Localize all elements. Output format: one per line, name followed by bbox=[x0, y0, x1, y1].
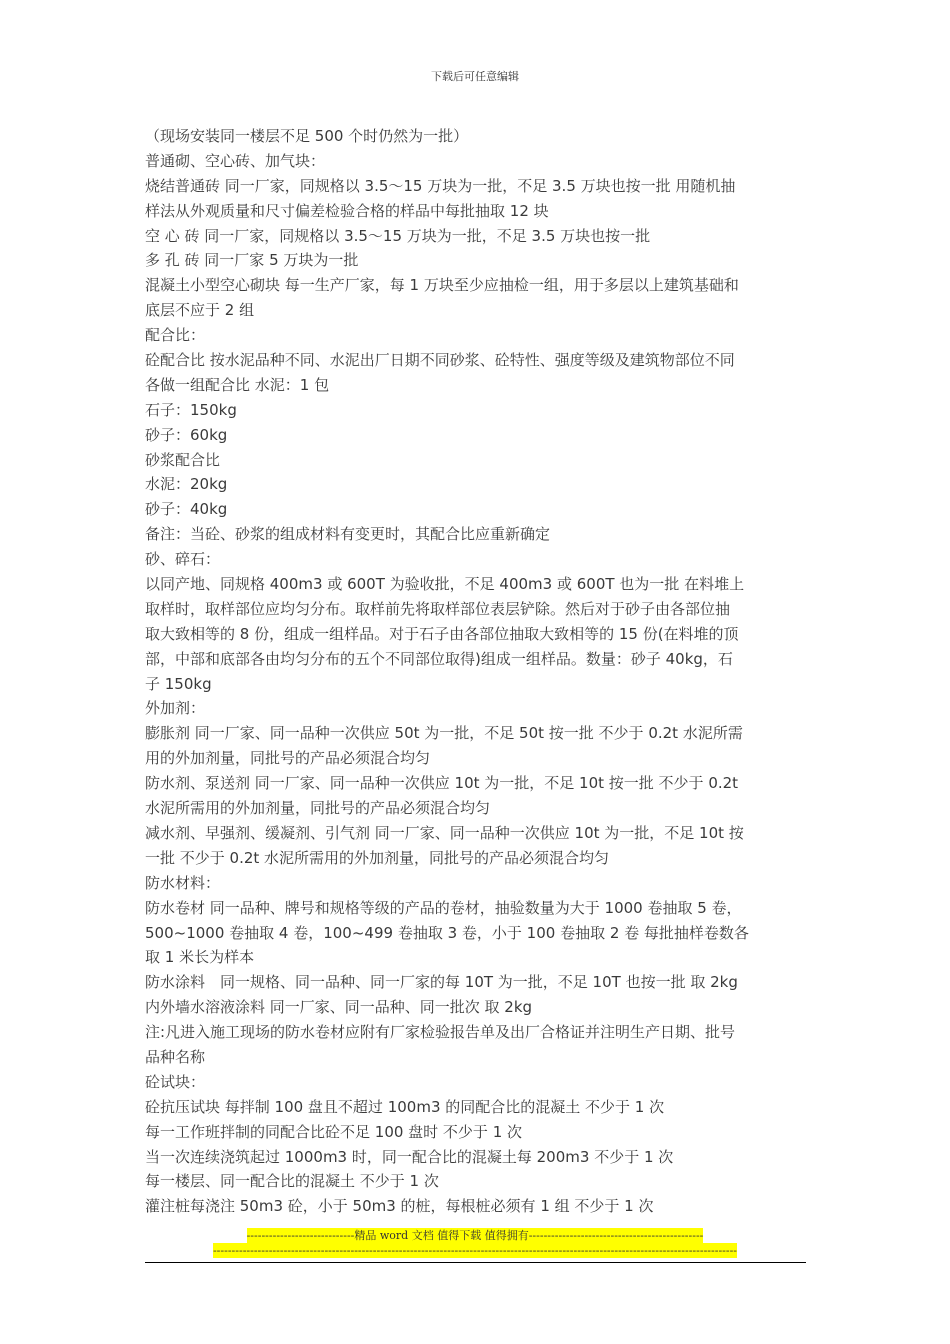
text-line: 样法从外观质量和尺寸偏差检验合格的样品中每批抽取 12 块 bbox=[145, 201, 549, 220]
page-header bbox=[0, 68, 950, 84]
footer-banner-line-2: --------------------------------------------------------------------------------------------------------------------------------------------- bbox=[212, 1244, 738, 1257]
text-line: 普通砌、空心砖、加气块： bbox=[145, 151, 326, 170]
text-line: 500~1000 卷抽取 4 卷，100~499 卷抽取 3 卷，小于 100 卷抽取 2 卷 每批抽样卷数各 bbox=[145, 923, 749, 942]
text-line: 防水材料： bbox=[145, 873, 221, 892]
text-line: （现场安装同一楼层不足 500 个时仍然为一批） bbox=[145, 127, 469, 145]
text-line: 减水剂、早强剂、缓凝剂、引气剂 同一厂家、同一品种一次供应 10t 为一批，不足 10t 按 bbox=[145, 823, 744, 842]
text-line: 部，中部和底部各由均匀分布的五个不同部位取得)组成一组样品。数量：砂子 40kg，石 bbox=[145, 649, 733, 668]
text-line: 以同产地、同规格 400m3 或 600T 为验收批，不足 400m3 或 600T 也为一批 在料堆上 bbox=[145, 575, 745, 594]
text-line: 内外墙水溶液涂料 同一厂家、同一品种、同一批次 取 2kg bbox=[145, 998, 533, 1017]
text-line: 砼抗压试块 每拌制 100 盘且不超过 100m3 的同配合比的混凝土 不少于 1 次 bbox=[145, 1097, 665, 1116]
text-line: 防水剂、泵送剂 同一厂家、同一品种一次供应 10t 为一批，不足 10t 按一批 不少于 0.2t bbox=[145, 774, 739, 793]
footer-rule bbox=[145, 1262, 806, 1263]
text-line: 各做一组配合比 水泥：1 包 bbox=[145, 375, 330, 394]
text-line: 砂子：40kg bbox=[145, 500, 228, 519]
text-line: 水泥：20kg bbox=[145, 475, 228, 494]
text-line: 取样时，取样部位应均匀分布。取样前先将取样部位表层铲除。然后对于砂子由各部位抽 bbox=[145, 599, 731, 618]
page-footer bbox=[0, 1228, 950, 1258]
text-line: 子 150kg bbox=[145, 674, 212, 693]
text-line: 砂子：60kg bbox=[145, 425, 228, 444]
text-line: 混凝土小型空心砌块 每一生产厂家，每 1 万块至少应抽检一组，用于多层以上建筑基础和 bbox=[145, 276, 739, 295]
document-body bbox=[145, 124, 810, 1219]
text-line: 备注：当砼、砂浆的组成材料有变更时，其配合比应重新确定 bbox=[145, 525, 551, 544]
text-line: 膨胀剂 同一厂家、同一品种一次供应 50t 为一批，不足 50t 按一批 不少于 0.2t 水泥所需 bbox=[145, 724, 743, 743]
text-line: 灌注桩每浇注 50m3 砼，小于 50m3 的桩，每根桩必须有 1 组 不少于 1 次 bbox=[145, 1197, 654, 1216]
text-line: 烧结普通砖 同一厂家，同规格以 3.5～15 万块为一批，不足 3.5 万块也按一批 用随机抽 bbox=[145, 176, 736, 195]
text-line: 空 心 砖 同一厂家，同规格以 3.5～15 万块为一批，不足 3.5 万块也按一批 bbox=[145, 226, 651, 245]
text-line: 一批 不少于 0.2t 水泥所需用的外加剂量，同批号的产品必须混合均匀 bbox=[145, 848, 610, 867]
text-line: 注:凡进入施工现场的防水卷材应附有厂家检验报告单及出厂合格证并注明生产日期、批号 bbox=[145, 1023, 736, 1042]
text-line: 多 孔 砖 同一厂家 5 万块为一批 bbox=[145, 251, 359, 270]
text-line: 当一次连续浇筑起过 1000m3 时，同一配合比的混凝土每 200m3 不少于 1 次 bbox=[145, 1147, 674, 1166]
text-line: 取大致相等的 8 份，组成一组样品。对于石子由各部位抽取大致相等的 15 份(在料堆的顶 bbox=[145, 624, 739, 643]
text-line: 每一楼层、同一配合比的混凝土 不少于 1 次 bbox=[145, 1172, 439, 1191]
text-line: 石子：150kg bbox=[145, 400, 237, 419]
text-line: 砂浆配合比 bbox=[145, 450, 221, 469]
text-line: 水泥所需用的外加剂量，同批号的产品必须混合均匀 bbox=[145, 799, 491, 818]
text-line: 底层不应于 2 组 bbox=[145, 301, 255, 320]
text-line: 配合比： bbox=[145, 326, 206, 345]
text-line: 品种名称 bbox=[145, 1047, 206, 1066]
text-line: 防水卷材 同一品种、牌号和规格等级的产品的卷材，抽验数量为大于 1000 卷抽取 5 卷， bbox=[145, 898, 742, 917]
text-line: 防水涂料 同一规格、同一品种、同一厂家的每 10T 为一批，不足 10T 也按一批 取 2kg bbox=[145, 973, 738, 992]
text-line: 外加剂： bbox=[145, 699, 206, 718]
text-line: 砂、碎石： bbox=[145, 550, 221, 569]
text-line: 砼试块： bbox=[145, 1072, 206, 1091]
text-line: 取 1 米长为样本 bbox=[145, 948, 255, 967]
text-line: 每一工作班拌制的同配合比砼不足 100 盘时 不少于 1 次 bbox=[145, 1122, 523, 1141]
text-line: 用的外加剂量，同批号的产品必须混合均匀 bbox=[145, 749, 431, 768]
footer-banner-line-1: -----------------------------精品 word 文档 值得下载 值得拥有----------------------------------------------- bbox=[246, 1229, 704, 1242]
text-line: 砼配合比 按水泥品种不同、水泥出厂日期不同砂浆、砼特性、强度等级及建筑物部位不同 bbox=[145, 351, 735, 370]
header-text: 下载后可任意编辑 bbox=[431, 70, 519, 83]
